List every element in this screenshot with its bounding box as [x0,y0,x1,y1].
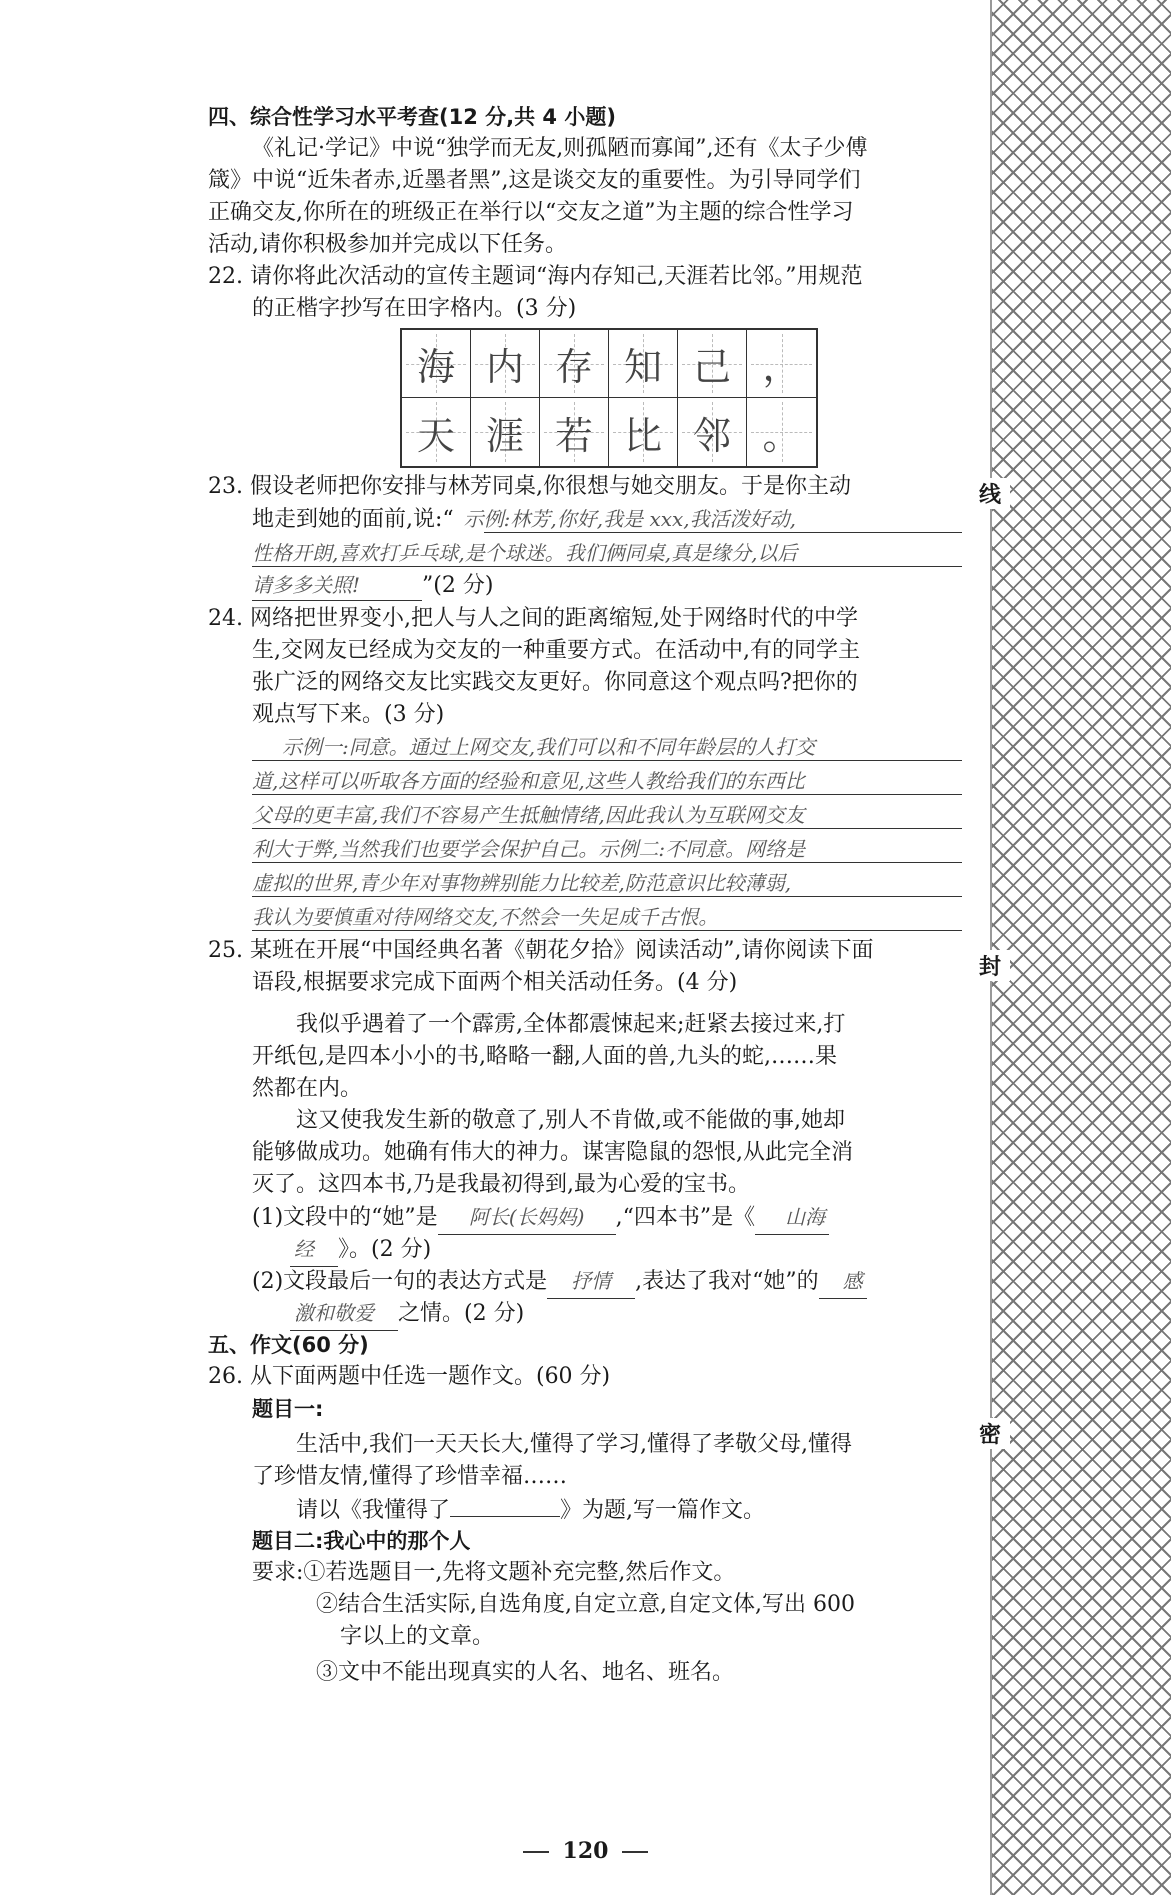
handwritten-answer: 道,这样可以听取各方面的经验和意见,这些人教给我们的东西比 [252,769,805,793]
handwritten-answer: 性格开朗,喜欢打乒乓球,是个球迷。我们俩同桌,真是缘分,以后 [252,541,798,565]
sub-question-2: (2)文段最后一句的表达方式是 抒情 ,表达了我对“她”的 感 [252,1266,867,1299]
grid-cell: 知 [609,330,678,398]
passage-line: 然都在内。 [252,1076,363,1101]
topic-1-line: 了珍惜友情,懂得了珍惜幸福…… [252,1464,567,1489]
intro-line: 正确交友,你所在的班级正在举行以“交友之道”为主题的综合性学习 [208,200,854,225]
question-23-line: 地走到她的面前,说:“ 示例:林芳,你好,我是 xxx,我活泼好动, [252,504,796,535]
question-25-line: 语段,根据要求完成下面两个相关活动任务。(4 分) [252,970,738,995]
question-24-line: 观点写下来。(3 分) [252,702,445,727]
question-22: 22. 请你将此次活动的宣传主题词“海内存知己,天涯若比邻。”用规范 [208,264,863,289]
topic-1-prompt: 请以《我懂得了 》为题,写一篇作文。 [296,1494,765,1526]
sub-question-2-line: 激和敬爱 之情。(2 分) [290,1298,524,1331]
requirement-line: ③文中不能出现真实的人名、地名、班名。 [316,1660,735,1685]
grid-cell: 邻 [678,398,747,466]
sub-question-1-line: 经 》。(2 分) [290,1234,431,1267]
topic-2-heading: 题目二:我心中的那个人 [252,1529,471,1553]
handwritten-answer: 虚拟的世界,青少年对事物辨别能力比较差,防范意识比较薄弱, [252,871,792,895]
requirement-line: 要求:①若选题目一,先将文题补充完整,然后作文。 [252,1560,736,1585]
handwritten-answer: 示例一:同意。通过上网交友,我们可以和不同年龄层的人打交 [282,735,816,759]
intro-line: 《礼记·学记》中说“独学而无友,则孤陋而寡闻”,还有《太子少傅 [252,136,868,161]
passage-line: 我似乎遇着了一个霹雳,全体都震悚起来;赶紧去接过来,打 [296,1012,846,1037]
grid-cell: 。 [747,398,816,466]
grid-cell: 涯 [471,398,540,466]
question-25: 25. 某班在开展“中国经典名著《朝花夕拾》阅读活动”,请你阅读下面 [208,938,874,963]
handwritten-answer: 山海 [755,1202,829,1235]
handwritten-answer: 抒情 [547,1266,635,1299]
handwritten-answer: 激和敬爱 [290,1298,398,1331]
grid-cell: ， [747,330,816,398]
tianzige-grid [400,328,818,468]
question-26: 26. 从下面两题中任选一题作文。(60 分) [208,1364,611,1389]
intro-line: 活动,请你积极参加并完成以下任务。 [208,232,567,257]
section-heading: 五、作文(60 分) [208,1333,369,1357]
answer-line [252,828,962,829]
requirement-line: 字以上的文章。 [340,1624,495,1649]
grid-cell: 存 [540,330,609,398]
binding-label: 封 [970,950,1010,981]
binding-label: 线 [970,478,1010,509]
handwritten-answer: 父母的更丰富,我们不容易产生抵触情绪,因此我认为互联网交友 [252,803,805,827]
answer-line [252,896,962,897]
answer-line [252,760,962,761]
page-number: 120 [0,1838,1171,1864]
answer-line [252,566,962,567]
answer-line [484,532,962,533]
handwritten-answer: 阿长(长妈妈) [438,1202,616,1235]
binding-label: 密 [970,1418,1010,1449]
passage-line: 灭了。这四本书,乃是我最初得到,最为心爱的宝书。 [252,1172,750,1197]
question-24-line: 生,交网友已经成为交友的一种重要方式。在活动中,有的同学主 [252,638,860,663]
answer-line [252,862,962,863]
handwritten-answer: 我认为要慎重对待网络交友,不然会一失足成千古恨。 [252,905,719,929]
topic-1-line: 生活中,我们一天天长大,懂得了学习,懂得了孝敬父母,懂得 [296,1432,852,1457]
question-22-line: 的正楷字抄写在田字格内。(3 分) [252,296,577,321]
sub-question-1: (1)文段中的“她”是 阿长(长妈妈) ,“四本书”是《 山海 [252,1202,829,1235]
grid-cell: 己 [678,330,747,398]
grid-cell: 海 [402,330,471,398]
question-24-line: 张广泛的网络交友比实践交友更好。你同意这个观点吗?把你的 [252,670,858,695]
answer-line [252,930,962,931]
handwritten-answer: 利大于弊,当然我们也要学会保护自己。示例二:不同意。网络是 [252,837,806,861]
grid-cell: 比 [609,398,678,466]
grid-cell: 内 [471,330,540,398]
title-blank [450,1494,560,1517]
question-23: 23. 假设老师把你安排与林芳同桌,你很想与她交朋友。于是你主动 [208,474,851,499]
handwritten-answer: 请多多关照! [252,570,422,601]
binding-margin-pattern [990,0,1171,1895]
section-heading: 四、综合性学习水平考查(12 分,共 4 小题) [208,105,616,129]
grid-cell: 若 [540,398,609,466]
handwritten-answer: 经 [290,1234,338,1267]
handwritten-answer: 感 [819,1266,867,1299]
question-24: 24. 网络把世界变小,把人与人之间的距离缩短,处于网络时代的中学 [208,606,858,631]
intro-line: 箴》中说“近朱者赤,近墨者黑”,这是谈交友的重要性。为引导同学们 [208,168,861,193]
grid-cell: 天 [402,398,471,466]
answer-line [252,794,962,795]
topic-1-heading: 题目一: [252,1397,324,1421]
requirement-line: ②结合生活实际,自选角度,自定立意,自定文体,写出 600 [316,1592,855,1617]
handwritten-answer: 示例:林芳,你好,我是 xxx,我活泼好动, [463,507,797,531]
question-23-line: 请多多关照! ”(2 分) [252,570,493,601]
passage-line: 这又使我发生新的敬意了,别人不肯做,或不能做的事,她却 [296,1108,845,1133]
passage-line: 开纸包,是四本小小的书,略略一翻,人面的兽,九头的蛇,……果 [252,1044,837,1069]
passage-line: 能够做成功。她确有伟大的神力。谋害隐鼠的怨恨,从此完全消 [252,1140,853,1165]
